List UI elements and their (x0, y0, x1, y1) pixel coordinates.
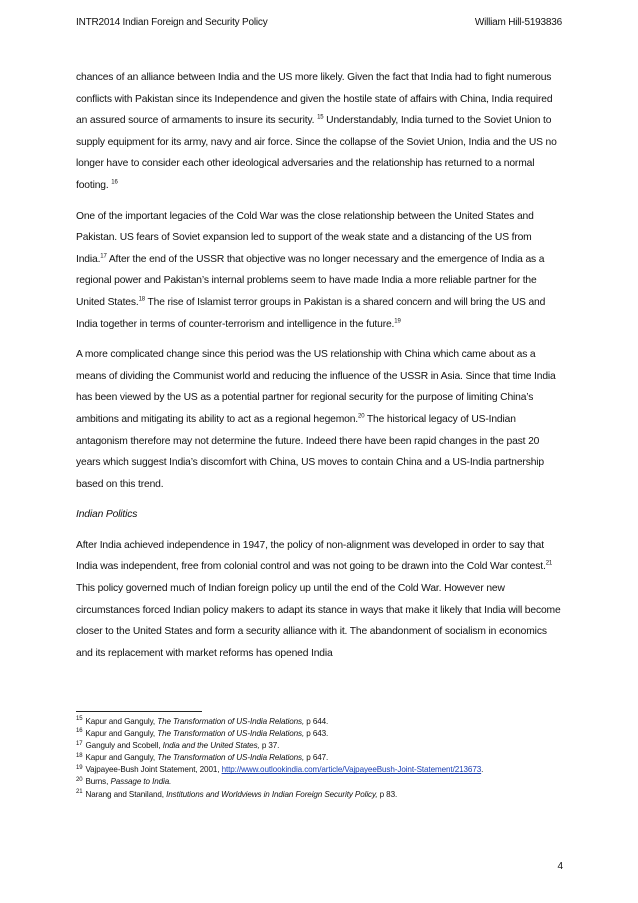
footnote-19 (76, 764, 562, 776)
footnote-text: Kapur and Ganguly, (85, 717, 158, 726)
footnote-text: p 647. (304, 753, 329, 763)
footnote-18 (76, 752, 562, 764)
page-number: 4 (557, 861, 563, 872)
paragraph-2 (76, 206, 562, 336)
footnote-text: Vajpayee-Bush Joint Statement, 2001, (85, 765, 222, 775)
footnote-number: 17 (76, 740, 83, 747)
paragraph-text: A more complicated change since this period was the US relationship with China which came about as a means of dividing the Communist world and reducing the influence of the USSR in Asia. Since that time India has been viewed by the US as a potential partner for regional security for the purpose of limiting China’s ambitions and mitigating its ability to act as a regional hegemon. (76, 349, 556, 425)
footnote-text: Kapur and Ganguly, (85, 729, 158, 739)
paragraph-text: The rise of Islamist terror groups in Pakistan is a shared concern and will bring the US and India together in terms of counter-terrorism and intelligence in the future. (76, 296, 546, 330)
paragraph-text: After India achieved independence in 1947, the policy of non-alignment was developed in order to say that India was independent, free from colonial control and was not going to be drawn into the Cold War contest. (76, 539, 546, 573)
footnote-title: The Transformation of US-India Relations, (157, 717, 305, 726)
footnote-20 (76, 776, 562, 788)
footnote-ref: 20 (358, 413, 365, 420)
footnote-text: p 644. (304, 717, 329, 726)
footnote-15 (76, 716, 562, 728)
footnote-text: Narang and Staniland, (85, 789, 167, 799)
paragraph-3 (76, 344, 562, 495)
footnote-21 (76, 789, 562, 801)
header-course-title: INTR2014 Indian Foreign and Security Policy (76, 17, 268, 28)
footnotes (76, 716, 562, 801)
footnote-ref: 17 (100, 253, 107, 260)
footnote-text: p 643. (304, 729, 329, 739)
header-author: William Hill-5193836 (474, 17, 562, 28)
footnote-ref: 19 (394, 318, 401, 325)
footnote-title: India and the United States, (162, 741, 260, 751)
statement-link[interactable]: http://www.outlookindia.com/article/VajpayeeBush-Joint-Statement/213673 (221, 765, 482, 775)
footnote-title: Passage to India. (110, 777, 172, 787)
paragraph-4 (76, 535, 562, 665)
footnote-text: . (481, 765, 484, 775)
footnote-ref: 18 (138, 296, 145, 303)
footnote-title: The Transformation of US-India Relations, (157, 753, 305, 763)
paragraph-text: chances of an alliance between India and the US more likely. Given the fact that India had to fight numerous conflicts with Pakistan since its Independence and given the hostile state of affairs with China, India required an assured source of armaments to insure its security. (76, 72, 553, 127)
footnote-ref: 16 (111, 179, 118, 186)
paragraph-text: One of the important legacies of the Cold War was the close relationship between the United States and Pakistan. US fears of Soviet expansion led to support of the weak state and a distancing of the US from India. (76, 210, 534, 265)
footnote-17 (76, 740, 562, 752)
footnote-number: 15 (76, 716, 83, 723)
footnote-title: Institutions and Worldviews in Indian Foreign Security Policy, (166, 789, 378, 799)
footnote-number: 16 (76, 728, 83, 735)
footnote-separator (76, 711, 202, 712)
footnote-text: Burns, (85, 777, 111, 787)
footnote-number: 19 (76, 764, 83, 771)
footnote-number: 18 (76, 752, 83, 759)
footnote-ref: 15 (317, 114, 324, 121)
footnote-ref: 21 (545, 561, 553, 568)
footnote-number: 21 (76, 788, 83, 795)
footnote-16 (76, 728, 562, 740)
footnote-text: Ganguly and Scobell, (85, 741, 163, 751)
paragraph-text: This policy governed much of Indian foreign policy up until the end of the Cold War. However new circumstances forced Indian policy makers to adapt its stance in ways that make it likely that India will become closer to the United States and form a security alliance with it. The abandonment of socialism in economics and its replacement with market reforms has opened India (76, 583, 561, 659)
footnote-text: p 37. (259, 741, 280, 751)
footnote-text: Kapur and Ganguly, (85, 753, 158, 763)
paragraph-text: Understandably, India turned to the Soviet Union to supply equipment for its army, navy and air force. Since the collapse of the Soviet Union, India and the US no longer have to consider each other ideological adversaries and the relationship has returned to a normal footing. (76, 115, 557, 191)
paragraph-text: The historical legacy of US-Indian antagonism therefore may not determine the future. Indeed there have been rapid changes in the past 20 years which suggest India’s discomfort with China, US moves to contain China and a US-India partnership based on this trend. (76, 413, 544, 490)
paragraph-text: After the end of the USSR that objective was no longer necessary and the emergence of India as a regional power and Pakistan’s internal problems seem to have made India a more reliable partner for the United States. (76, 253, 545, 308)
footnote-number: 20 (76, 776, 83, 783)
body-text (76, 67, 562, 673)
footnote-text: p 83. (377, 789, 398, 799)
footnote-title: The Transformation of US-India Relations, (157, 729, 305, 739)
section-heading: Indian Politics (76, 509, 138, 521)
paragraph-1 (76, 67, 562, 197)
